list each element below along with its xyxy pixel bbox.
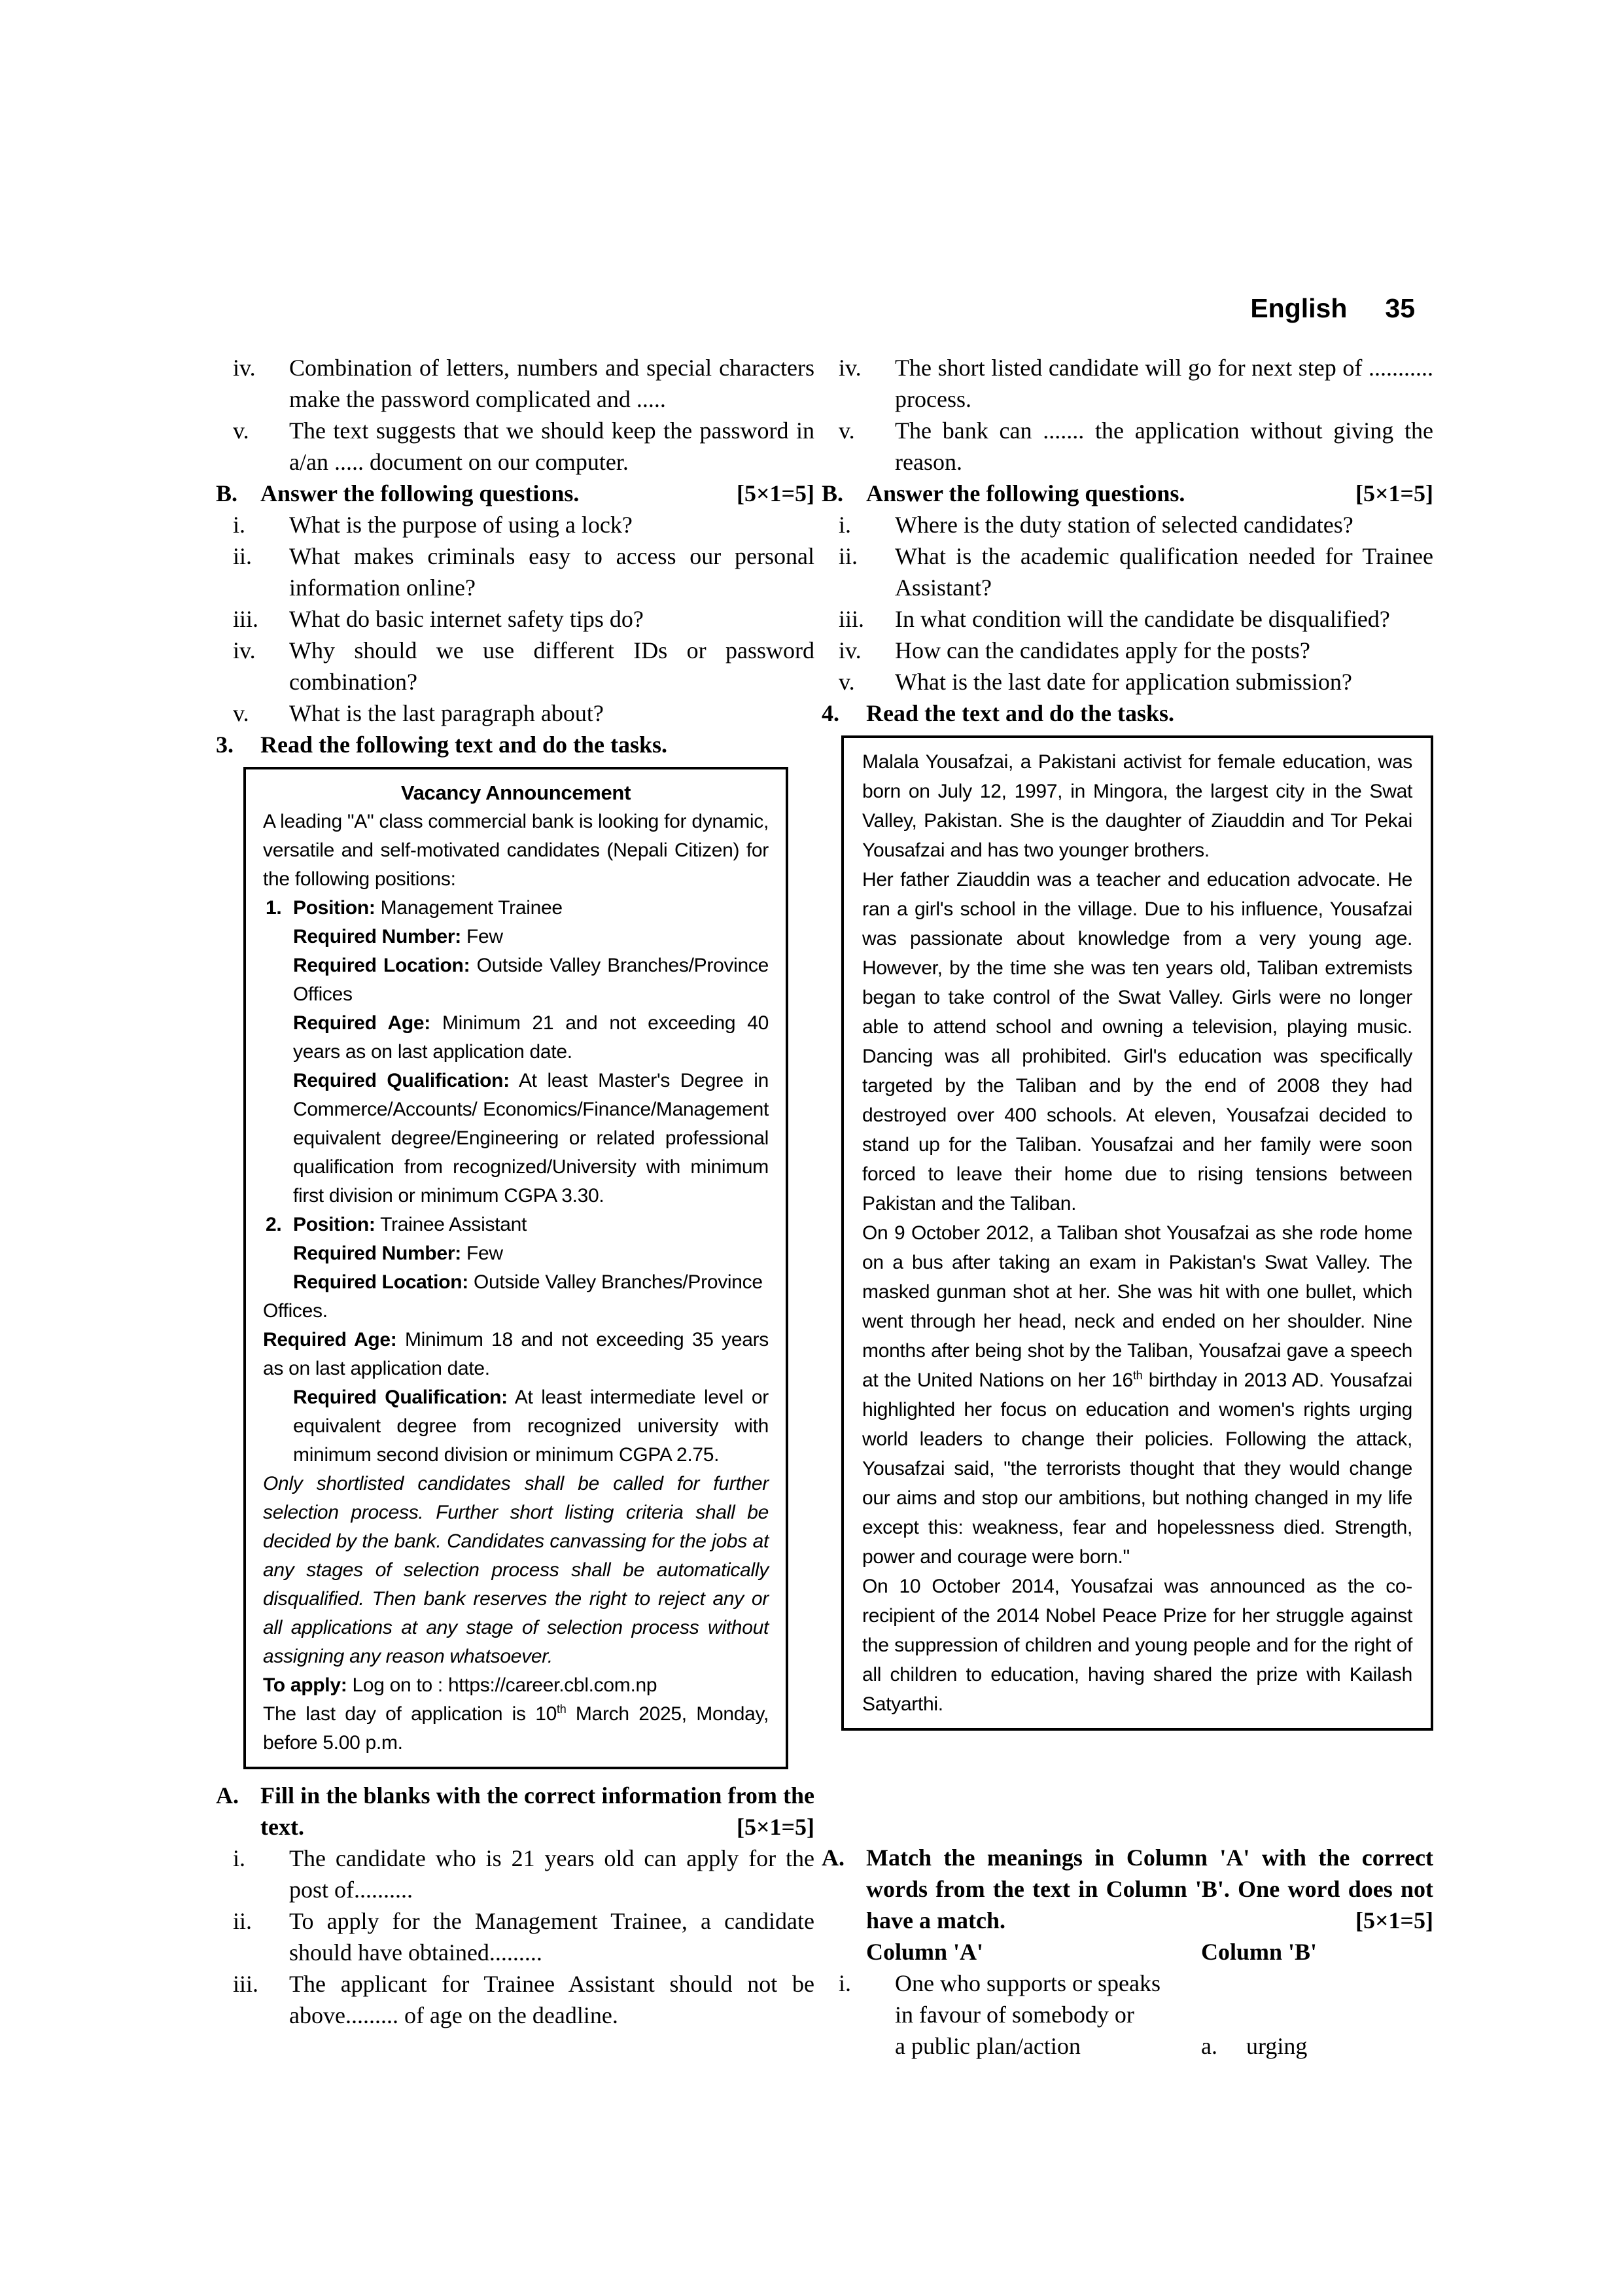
column-b-header: Column 'B' [1201,1939,1318,1965]
item-text: The text suggests that we should keep the password in a/an ..... document on our computer. [289,417,814,475]
apply-line [263,1671,769,1700]
position-number: 1. [266,897,282,919]
location-overflow: Offices. [263,1300,328,1322]
field-label: Position: [293,897,375,919]
item-marker: v. [839,417,855,444]
field-label: Required Age: [293,1012,430,1034]
question-item [216,509,814,540]
section-marker: B. [216,480,238,506]
item-marker: ii. [233,543,253,569]
section-title: Read the text and do the tasks. [866,700,1175,726]
question-item [216,635,814,698]
ordinal-superscript: th [1132,1369,1143,1382]
item-marker: v. [233,417,249,444]
section-marker: B. [822,480,844,506]
blank-item-iv [822,352,1433,415]
required-location-line [293,1268,769,1297]
required-qualification-line [293,1383,769,1470]
question-item [822,603,1433,635]
question-item [822,666,1433,698]
field-value: At least Master's Degree in Commerce/Accounts/ Economics/Finance/Management equivalent degree/Engineering or related professional qualification from recognized/University with minimum first division or minimum CGPA 3.30. [293,1070,769,1207]
position-line [293,1210,769,1239]
fill-blank-item [216,1968,814,2031]
position-line [293,894,769,923]
item-text: The applicant for Trainee Assistant should not be above......... of age on the deadline. [289,1971,814,2028]
section-marks: [5×1=5] [736,480,814,506]
question-item [822,635,1433,666]
item-marker: i. [839,512,852,538]
apply-url: Log on to : https://career.cbl.com.np [352,1674,657,1696]
field-label: Required Location: [293,955,470,976]
reading-box [841,735,1433,1731]
required-number-line [293,1239,769,1268]
section-title: Answer the following questions. [866,480,1185,506]
section-b-heading [822,478,1433,509]
item-marker: iv. [233,355,256,381]
option-marker: a. [1201,2033,1217,2059]
item-text: To apply for the Management Trainee, a candidate should have obtained......... [289,1908,814,1966]
question-item [216,698,814,729]
section-marker: A. [216,1782,239,1809]
match-option-a [1201,2030,1433,2062]
reading-paragraph-3: On 9 October 2012, a Taliban shot Yousafzai as she rode home on a bus after taking an exam in Pakistan's Swat Valley. The masked gunman shot at her. She was hit with one bullet, which went through her head, neck and ended on her shoulder. Nine months after being shot by the Taliban, Yousafzai gave a speech at the United Nations on her 16th birthday in 2013 AD. Yousafzai highlighted her focus on education and women's rights urging world leaders to change their policies. Following the attack, Yousafzai said, "the terrorists thought that they would change our aims and stop our ambitions, but nothing changed in my life except this: weakness, fear and hopelessness died. Strength, power and courage were born." [862,1222,1412,1568]
item-text: Where is the duty station of selected candidates? [895,512,1353,538]
item-text: Why should we use different IDs or password combination? [289,637,814,695]
item-marker: iv. [839,637,862,663]
item-text: The candidate who is 21 years old can apply for the post of.......... [289,1845,814,1903]
field-label: Required Location: [293,1271,468,1293]
required-number-line [293,923,769,951]
item-marker: v. [233,700,249,726]
vacancy-position-2 [263,1210,769,1470]
match-column-b [1201,1936,1433,2062]
vacancy-position-1 [263,894,769,1210]
field-value: At least intermediate level or equivalent degree from recognized university with minimum second division or minimum CGPA 2.75. [293,1386,769,1466]
item-text: What makes criminals easy to access our personal information online? [289,543,814,601]
field-value: Few [466,1243,503,1264]
item-marker: v. [839,669,855,695]
right-column [822,352,1433,2062]
field-value: Minimum 18 and not exceeding 35 years as on last application date. [263,1329,769,1379]
field-label: Required Qualification: [293,1070,510,1091]
option-text: urging [1246,2033,1308,2059]
question-item [822,509,1433,540]
vacancy-intro: A leading "A" class commercial bank is looking for dynamic, versatile and self-motivated candidates (Nepali Citizen) for the following positions: [263,811,769,890]
section-title: Match the meanings in Column 'A' with the correct words from the text in Column 'B'. One word does not have a match. [866,1845,1433,1934]
match-item-line: a public plan/action [895,2033,1081,2059]
required-location-line [293,951,769,1009]
match-section-heading [822,1842,1433,1936]
match-item-line: One who supports or speaks [895,1970,1161,1996]
item-marker: ii. [233,1908,253,1934]
column-a-header: Column 'A' [866,1939,984,1965]
field-value: Minimum 21 and not exceeding 40 years as on last application date. [293,1012,769,1063]
match-item-i [822,1968,1201,2062]
item-text: What is the last date for application submission? [895,669,1352,695]
match-item-line: in favour of somebody or [895,2002,1134,2028]
field-value: Trainee Assistant [380,1214,527,1235]
item-marker: iii. [839,606,865,632]
section-3-heading [216,729,814,760]
field-label: Required Age: [263,1329,397,1351]
deadline-line: The last day of application is 10th March 2025, Monday, before 5.00 p.m. [263,1703,769,1754]
section-marks: [5×1=5] [736,1814,814,1840]
section-marker: A. [822,1845,845,1871]
item-text: What is the purpose of using a lock? [289,512,633,538]
field-label: Required Qualification: [293,1386,508,1408]
item-text: In what condition will the candidate be disqualified? [895,606,1390,632]
header-subject: English [1250,293,1348,323]
page-header [822,293,1433,324]
section-marker: 4. [822,700,839,726]
section-title: Answer the following questions. [260,480,580,506]
item-marker: iv. [839,355,862,381]
vacancy-title: Vacancy Announcement [400,781,631,804]
item-marker: i. [233,1845,246,1871]
item-text: What do basic internet safety tips do? [289,606,644,632]
fill-blank-item [216,1905,814,1968]
item-text: What is the last paragraph about? [289,700,604,726]
item-marker: i. [839,1970,852,1996]
field-value: Few [466,926,503,947]
section-a-heading [216,1780,814,1843]
question-item [216,540,814,603]
field-label: Position: [293,1214,375,1235]
match-column-a [822,1936,1201,2062]
item-text: The bank can ....... the application without giving the reason. [895,417,1433,475]
field-value: Management Trainee [380,897,563,919]
question-item [216,603,814,635]
section-marks: [5×1=5] [1355,1907,1433,1934]
match-columns [822,1936,1433,2062]
vacancy-box [243,767,788,1769]
fill-blank-item [216,1843,814,1905]
required-age-line [293,1009,769,1067]
section-marker: 3. [216,732,234,758]
item-text: How can the candidates apply for the posts? [895,637,1310,663]
vacancy-disclaimer: Only shortlisted candidates shall be called for further selection process. Further short listing criteria shall be decided by the bank. Candidates canvassing for the jobs at any stages of selection process shall be automatically disqualified. Then bank reserves the right to reject any or all applications at any stage of selection process without assigning any reason whatsoever. [263,1473,769,1667]
item-text: Combination of letters, numbers and special characters make the password complicated and ..... [289,355,814,412]
reading-paragraph-2: Her father Ziauddin was a teacher and education advocate. He ran a girl's school in the village. Due to his influence, Yousafzai was passionate about knowledge from a very young age. However, by the time she was ten years old, Taliban extremists began to take control of the Swat Valley. Girls were no longer able to attend school and owning a television, playing music. Dancing was all prohibited. Girl's education was specifically targeted by the Taliban and by the end of 2008 they had destroyed over 400 schools. At eleven, Yousafzai decided to stand up for the Taliban. Yousafzai and her family were soon forced to leave their home due to rising tensions between Pakistan and the Taliban. [862,869,1412,1214]
item-marker: iii. [233,1971,259,1997]
position-number: 2. [266,1214,282,1235]
field-value: Outside Valley Branches/Province Offices [293,955,769,1005]
left-column [216,352,814,2031]
required-age-line [263,1326,769,1383]
item-marker: iv. [233,637,256,663]
section-marks: [5×1=5] [1355,480,1433,506]
required-qualification-line [293,1067,769,1210]
field-label: Required Number: [293,926,461,947]
section-title: Read the following text and do the tasks. [260,732,668,758]
ordinal-superscript: th [557,1703,567,1716]
reading-paragraph-4: On 10 October 2014, Yousafzai was announced as the co-recipient of the 2014 Nobel Peace Prize for her struggle against the suppression of children and young people and for the right of all children to education, having shared the prize with Kailash Satyarthi. [862,1576,1412,1715]
item-marker: ii. [839,543,858,569]
item-marker: i. [233,512,246,538]
item-text: What is the academic qualification needed for Trainee Assistant? [895,543,1433,601]
field-value: Outside Valley Branches/Province [474,1271,763,1293]
section-4-heading [822,698,1433,729]
field-label: Required Number: [293,1243,461,1264]
item-text: The short listed candidate will go for next step of ........... process. [895,355,1433,412]
blank-item-v [822,415,1433,478]
header-page-number: 35 [1385,293,1415,323]
blank-item-iv [216,352,814,415]
question-item [822,540,1433,603]
item-marker: iii. [233,606,259,632]
section-title: Fill in the blanks with the correct information from the text. [260,1782,814,1840]
blank-item-v [216,415,814,478]
section-b-heading [216,478,814,509]
reading-paragraph-1: Malala Yousafzai, a Pakistani activist for female education, was born on July 12, 1997, in Mingora, the largest city in the Swat Valley, Pakistan. She is the daughter of Ziauddin and Tor Pekai Yousafzai and has two younger brothers. [862,751,1412,861]
apply-label: To apply: [263,1674,347,1696]
